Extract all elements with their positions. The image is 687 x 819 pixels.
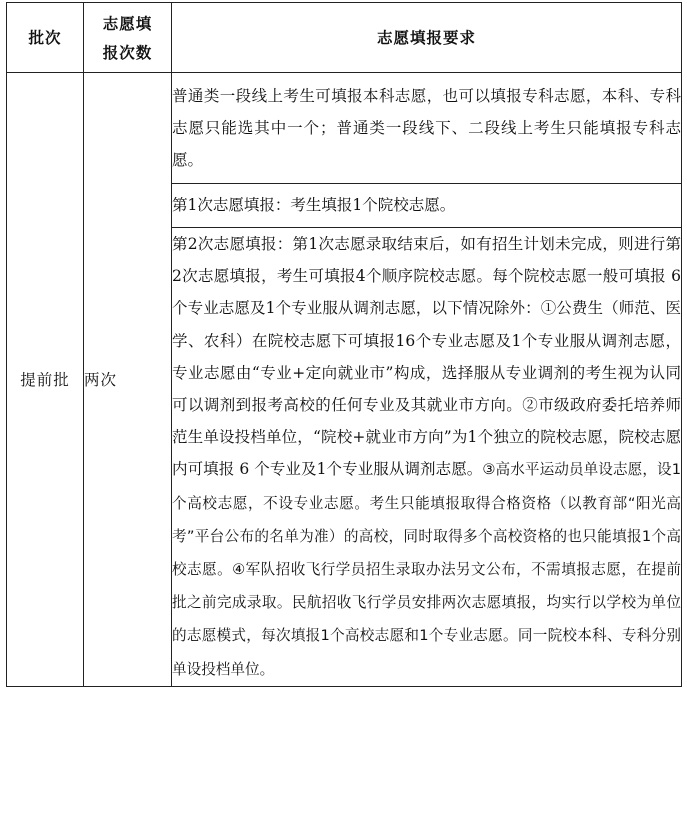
header-fill-count-line1: 志愿填 [102, 13, 153, 33]
requirement-first-fill: 第1次志愿填报：考生填报1个院校志愿。 [172, 184, 682, 228]
table-row [7, 73, 682, 184]
cell-fill-count: 两次 [84, 73, 172, 687]
header-fill-count-line2: 报次数 [102, 42, 153, 62]
requirement-second-fill [172, 228, 682, 687]
header-requirement: 志愿填报要求 [172, 3, 682, 73]
requirement-second-fill-part2: ③高水平运动员单设志愿，设1个高校志愿，不设专业志愿。考生只能填报取得合格资格（以教育部“阳光高考”平台公布的名单为准）的高校，同时取得多个高校资格的也只能填报1个高校志愿。④军队招收飞行学员招生录取办法另文公布，不需填报志愿，在提前批之前完成录取。民航招收飞行学员安排两次志愿填报，均实行以学校为单位的志愿模式，每次填报1个高校志愿和1个专业志愿。同一院校本科、专科分别单设投档单位。 [172, 461, 681, 678]
table-header-row [7, 3, 682, 73]
volunteer-requirements-table [6, 2, 682, 687]
requirement-second-fill-part1: 第2次志愿填报：第1次志愿录取结束后，如有招生计划未完成，则进行第2次志愿填报，考生可填报4个顺序院校志愿。每个院校志愿一般可填报 6 个专业志愿及1个专业服从调剂志愿，以下情况除外：①公费生（师范、医学、农科）在院校志愿下可填报16个专业志愿及1个专业服从调剂志愿，专业志愿由“专业+定向就业市”构成，选择服从专业调剂的考生视为认同可以调剂到报考高校的任何专业及其就业市方向。②市级政府委托培养师范生单设投档单位，“院校+就业市方向”为1个独立的院校志愿，院校志愿内可填报 6 个专业及1个专业服从调剂志愿。 [172, 235, 681, 479]
cell-batch-early: 提前批 [7, 73, 84, 687]
requirement-general: 普通类一段线上考生可填报本科志愿，也可以填报专科志愿，本科、专科志愿只能选其中一个；普通类一段线下、二段线上考生只能填报专科志愿。 [172, 73, 682, 184]
header-batch: 批次 [7, 3, 84, 73]
header-fill-count [84, 3, 172, 73]
